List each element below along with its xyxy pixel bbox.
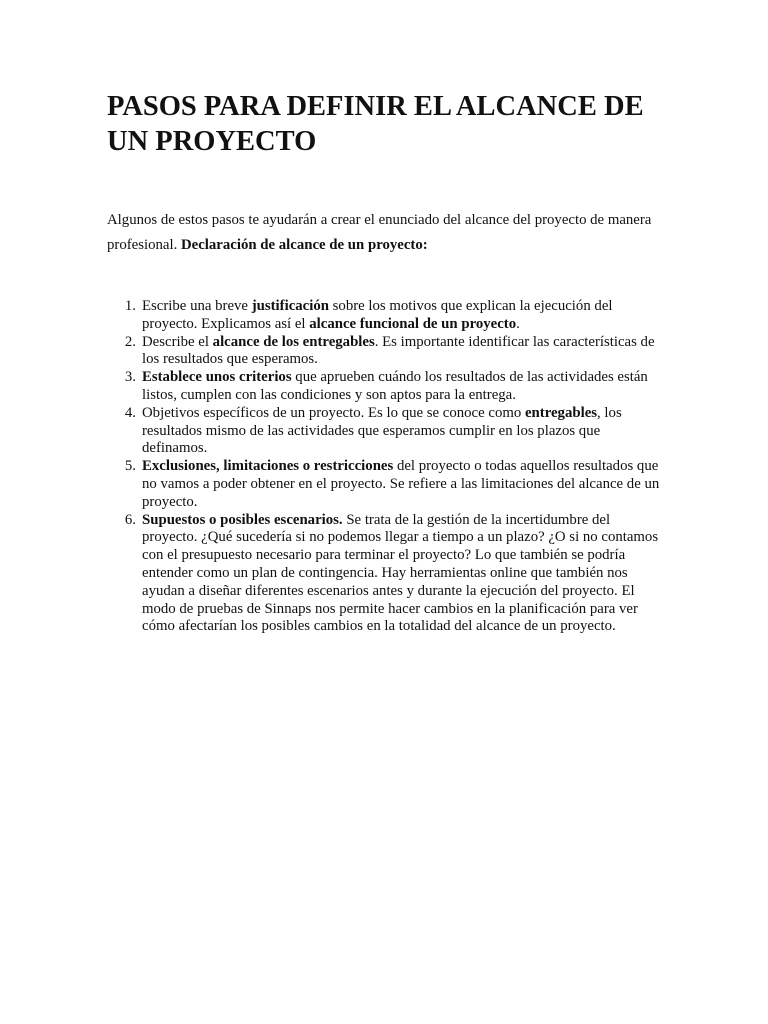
step-bold-text: justificación: [251, 298, 329, 314]
step-item-2: [124, 333, 662, 370]
step-text: Describe el: [142, 333, 213, 350]
step-text: Se trata de la gestión de la incertidumbre del proyecto. ¿Qué sucedería si no podemos llegar a tiempo a un plazo? ¿O si no contamos con el presupuesto necesario para terminar el proyecto? Lo que también se podría entender como un plan de contingencia. Hay herramientas online que también nos ayudan a diseñar diferentes escenarios antes y durante la ejecución del proyecto. El modo de pruebas de Sinnaps nos permite hacer cambios en la planificación para ver cómo afectarían los posibles cambios en la totalidad del alcance de un proyecto.: [142, 511, 659, 635]
step-bold-text: alcance de los entregables: [212, 333, 375, 350]
step-text: del proyecto o todas aquellos resultados que no vamos a poder obtener en el proyecto. Se refiere a las limitaciones del alcance de un proyecto.: [142, 458, 660, 510]
step-bold-text: entregables: [524, 404, 598, 421]
step-number: 6.: [124, 511, 136, 528]
step-bold-text: Establece unos criterios: [142, 369, 292, 386]
step-number: 4.: [124, 404, 136, 421]
intro-paragraph: [107, 208, 677, 258]
step-number: 1.: [124, 298, 136, 314]
step-number: 3.: [124, 369, 136, 386]
step-text: .: [516, 315, 520, 332]
step-item-6: [124, 511, 662, 637]
step-number: 2.: [124, 333, 136, 350]
step-text: sobre los motivos que explican la ejecución del proyecto. Explicamos así el: [142, 298, 613, 332]
step-bold-text: alcance funcional de un proyecto: [309, 315, 517, 332]
step-item-5: [124, 458, 662, 511]
step-item-1: [124, 298, 662, 334]
document-title: PASOS PARA DEFINIR EL ALCANCE DE UN PROYECTO: [107, 91, 644, 157]
step-item-4: [124, 404, 662, 458]
step-text: , los resultados mismo de las actividades que esperamos cumplir en los plazos que definamos.: [142, 404, 622, 457]
step-bold-text: Supuestos o posibles escenarios.: [142, 511, 343, 528]
step-text: que aprueben cuándo los resultados de las actividades están listos, cumplen con las condiciones y son aptos para la entrega.: [142, 369, 648, 403]
step-text: Escribe una breve: [142, 298, 252, 314]
step-bold-text: Exclusiones, limitaciones o restricciones: [142, 458, 394, 475]
intro-text: Algunos de estos pasos te ayudarán a crear el enunciado del alcance del proyecto de manera profesional.: [107, 212, 652, 253]
steps-list: [124, 298, 662, 636]
step-item-3: [124, 369, 662, 405]
step-text: Objetivos específicos de un proyecto. Es lo que se conoce como: [142, 404, 525, 421]
step-number: 5.: [124, 458, 136, 475]
intro-bold-text: Declaración de alcance de un proyecto:: [180, 237, 428, 253]
step-text: . Es importante identificar las características de los resultados que esperamos.: [142, 333, 655, 368]
